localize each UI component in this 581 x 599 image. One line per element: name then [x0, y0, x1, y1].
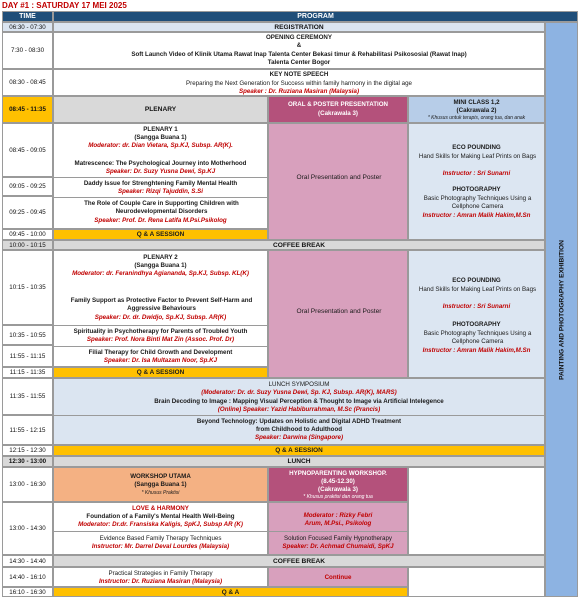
- hypno-moderator-1: Moderator : Rizky Febri: [303, 512, 373, 519]
- time-cell: 12:15 - 12:30: [2, 445, 53, 456]
- day-title: DAY #1 : SATURDAY 17 MEI 2025: [2, 1, 127, 10]
- photo-title: PHOTOGRAPHY: [452, 321, 501, 328]
- photo-title: PHOTOGRAPHY: [452, 186, 501, 193]
- keynote-topic: Preparing the Next Generation for Success within family harmony in the digital age: [186, 80, 412, 87]
- plenary-1-moderator: Moderator: dr. Dian Vietara, Sp.KJ, Subsp. AR(K).: [88, 142, 233, 149]
- oral-track-room: (Cakrawala 3): [318, 110, 358, 117]
- exhibition-column: [545, 22, 578, 597]
- empty-cell: [408, 567, 545, 597]
- photo-desc: Basic Photography Techniques Using a Cellphone Camera: [423, 330, 532, 345]
- time-cell: 09:05 - 09:25: [2, 177, 53, 196]
- time-cell: 14:40 - 16:10: [2, 567, 53, 587]
- oral-presentation-1: [268, 123, 408, 240]
- plenary-1-session-2: Daddy Issue for Strenghtening Family Mental Health: [83, 180, 238, 187]
- oral-track-header: [268, 96, 408, 123]
- time-cell: 10:15 - 10:35: [2, 250, 53, 325]
- love-harmony-topic: Foundation of a Family's Mental Health Well-Being: [86, 513, 235, 520]
- oral-presentation-2: [268, 250, 408, 378]
- keynote-title: KEY NOTE SPEECH: [269, 71, 329, 78]
- symposium-speaker-2: Speaker: Darwina (Singapore): [254, 434, 344, 441]
- plenary-2-moderator: Moderator: dr. Feranindhya Agiananda, Sp.KJ, Subsp. KL(K): [72, 270, 249, 277]
- photo-instructor: Instructor : Amran Malik Hakim,M.Sn: [422, 347, 531, 354]
- mini-class-title: MINI CLASS 1,2: [453, 99, 500, 106]
- coffee-break-1: COFFEE BREAK: [53, 240, 545, 250]
- love-harmony: [53, 502, 268, 555]
- oral-presentation-text: Oral Presentation and Poster: [296, 308, 382, 315]
- hypno-continue-text: Continue: [324, 574, 352, 581]
- plenary-2-speaker-2: Speaker: Prof. Nora Binti Mat Zin (Assoc. Prof. Dr): [86, 336, 235, 343]
- plenary-2-session-3: Filial Therapy for Child Growth and Development: [88, 349, 233, 356]
- workshop-note: * Khusus Praktisi: [141, 490, 180, 496]
- time-cell: 09:45 - 10:00: [2, 229, 53, 240]
- plenary-2-speaker-3: Speaker: Dr. Isa Multazam Noor, Sp.KJ: [103, 357, 218, 364]
- empty-cell: [408, 467, 545, 555]
- plenary-1-speaker-1: Speaker: Dr. Suzy Yusna Dewi, Sp.KJ: [105, 168, 216, 175]
- plenary-1-qa: Q & A SESSION: [53, 229, 268, 240]
- plenary-1-speaker-2: Speaker: Rizqi Tajuddin, S.Si: [117, 188, 204, 195]
- hypno-note: * Khusus praktisi dan orang tua: [303, 494, 373, 500]
- plenary-2-room: (Sangga Buana 1): [134, 262, 187, 269]
- lunch-symposium: [53, 378, 545, 445]
- eco-desc: Hand Skills for Making Leaf Prints on Bags: [418, 153, 537, 160]
- mini-class-2: [408, 250, 545, 378]
- time-cell: 13:00 - 14:30: [2, 502, 53, 555]
- time-cell: 13:00 - 16:30: [2, 467, 53, 502]
- symposium-topic-2a: Beyond Technology: Updates on Holistic and Digital ADHD Treatment: [196, 418, 402, 425]
- time-cell: 12:30 - 13:00: [2, 456, 53, 467]
- hypno-time: (8.45-12.30): [321, 478, 355, 485]
- time-cell: 14:30 - 14:40: [2, 555, 53, 567]
- oral-presentation-text: Oral Presentation and Poster: [296, 174, 382, 181]
- practical-strategies: [53, 567, 268, 587]
- time-cell: 7:30 - 08:30: [2, 32, 53, 69]
- eco-instructor: Instructor : Sri Sunarni: [442, 170, 511, 177]
- opening-soft-launch: Soft Launch Video of Klinik Utama Rawat Inap Talenta Center Bekasi timur & Rehabilitasi Psikososial (Rawat Inap): [131, 51, 467, 58]
- time-cell: 11:15 - 11:35: [2, 367, 53, 378]
- photo-instructor: Instructor : Amran Malik Hakim,M.Sn: [422, 212, 531, 219]
- opening-title: OPENING CEREMONY: [265, 34, 332, 41]
- plenary-2-qa: Q & A SESSION: [53, 367, 268, 378]
- symposium-topic-1: Brain Decoding to Image : Mapping Visual Perception & Thought to Image via Artificial Intelegence: [154, 398, 444, 405]
- practical-strategies-instructor: Instructor: Dr. Ruziana Masiran (Malaysia): [98, 578, 223, 585]
- practical-strategies-topic: Practical Strategies in Family Therapy: [108, 570, 213, 577]
- evidence-based-topic: Evidence Based Family Therapy Techniques: [99, 535, 222, 542]
- mini-class-header: [408, 96, 545, 123]
- hypno-speaker: Speaker: Dr. Achmad Chumaidi, SpKJ: [282, 543, 394, 550]
- time-cell: 09:25 - 09:45: [2, 196, 53, 229]
- hypno-room: (Cakrawala 3): [318, 486, 358, 493]
- mini-class-1: [408, 123, 545, 240]
- opening-amp: &: [296, 42, 302, 49]
- symposium-moderator: (Moderator: Dr. dr. Suzy Yusna Dewi, Sp. KJ, Subsp. AR(K), MARS): [201, 389, 397, 396]
- keynote-speaker: Speaker : Dr. Ruziana Masiran (Malaysia): [238, 88, 359, 95]
- oral-track-title: ORAL & POSTER PRESENTATION: [287, 101, 389, 108]
- workshop-room: (Sangga Buana 1): [134, 481, 187, 488]
- love-harmony-moderator: Moderator: Dr.dr. Fransiska Kaligis, SpKJ, Subsp AR (K): [78, 521, 243, 528]
- plenary-1: [53, 123, 268, 229]
- time-cell: 06:30 - 07:30: [2, 22, 53, 32]
- love-harmony-title: LOVE & HARMONY: [132, 505, 189, 512]
- hypno-continue: [268, 567, 408, 587]
- coffee-break-2: COFFEE BREAK: [53, 555, 545, 567]
- symposium-topic-2b: from Childhood to Adulthood: [255, 426, 343, 433]
- symposium-speaker-1: (Online) Speaker: Yazid Habiburrahman, M.Sc (Prancis): [217, 406, 381, 413]
- registration-row: REGISTRATION: [53, 22, 545, 32]
- plenary-2-speaker-1: Speaker: Dr. dr. Dwidjo, Sp.KJ, Subsp. AR(K): [94, 314, 227, 321]
- eco-title: ECO POUNDING: [452, 144, 501, 151]
- plenary-2-session-1: Family Support as Protective Factor to Prevent Self-Harm and Aggressive Behaviours: [70, 297, 253, 312]
- plenary-1-title: PLENARY 1: [143, 126, 178, 133]
- workshop-header: [53, 467, 268, 502]
- mini-class-note: * Khusus untuk terapis, orang tua, dan anak: [427, 115, 526, 121]
- time-cell: 16:10 - 16:30: [2, 587, 53, 597]
- symposium-title: LUNCH SYMPOSIUM: [268, 381, 330, 388]
- plenary-1-speaker-3: Speaker: Prof. Dr. Rena Latifa M.Psi.Psikolog: [94, 217, 227, 224]
- eco-instructor: Instructor : Sri Sunarni: [442, 303, 511, 310]
- time-cell: 11:35 - 11:55: [2, 378, 53, 415]
- time-cell: 08:45 - 09:05: [2, 123, 53, 177]
- evidence-based-instructor: Instructor: Mr. Darrel Deval Lourdes (Malaysia): [91, 543, 230, 550]
- time-cell: 10:35 - 10:55: [2, 325, 53, 345]
- time-cell: 08:45 - 11:35: [2, 96, 53, 123]
- time-cell: 10:00 - 10:15: [2, 240, 53, 250]
- hypno-body: [268, 502, 408, 555]
- hypno-title: HYPNOPARENTING WORKSHOP.: [289, 470, 387, 477]
- plenary-1-session-1: Matrescence: The Psychological Journey into Motherhood: [74, 160, 247, 167]
- plenary-track-header: PLENARY: [53, 96, 268, 123]
- time-cell: 11:55 - 11:15: [2, 345, 53, 367]
- hypno-topic: Solution Focused Family Hypnotherapy: [284, 535, 392, 542]
- symposium-qa: Q & A SESSION: [53, 445, 545, 456]
- eco-desc: Hand Skills for Making Leaf Prints on Bags: [418, 286, 537, 293]
- plenary-1-room: (Sangga Buana 1): [134, 134, 187, 141]
- time-cell: 08:30 - 08:45: [2, 69, 53, 96]
- workshop-title: WORKSHOP UTAMA: [130, 473, 191, 480]
- hypno-moderator-2: Arum, M.Psi., Psikolog: [304, 520, 372, 527]
- opening-ceremony: [53, 32, 545, 69]
- plenary-2-session-2: Spirituality in Psychotherapy for Parents of Troubled Youth: [73, 328, 248, 335]
- time-header: TIME: [2, 11, 53, 22]
- mini-class-room: (Cakrawala 2): [456, 107, 497, 114]
- plenary-1-session-3: The Role of Couple Care in Supporting Children with Neurodevelopmental Disorders: [84, 200, 239, 215]
- opening-location: Talenta Center Bogor: [267, 59, 331, 66]
- lunch-row: LUNCH: [53, 456, 545, 467]
- workshop-qa: Q & A: [53, 587, 408, 597]
- time-cell: 11:55 - 12:15: [2, 415, 53, 445]
- photo-desc: Basic Photography Techniques Using a Cellphone Camera: [423, 195, 532, 210]
- plenary-2: [53, 250, 268, 367]
- program-header: PROGRAM: [53, 11, 578, 22]
- plenary-2-title: PLENARY 2: [143, 254, 178, 261]
- exhibition-label: PAINTING AND PHOTOGRAPHY EXHIBITION: [558, 239, 565, 380]
- eco-title: ECO POUNDING: [452, 277, 501, 284]
- hypno-header: [268, 467, 408, 502]
- keynote: [53, 69, 545, 96]
